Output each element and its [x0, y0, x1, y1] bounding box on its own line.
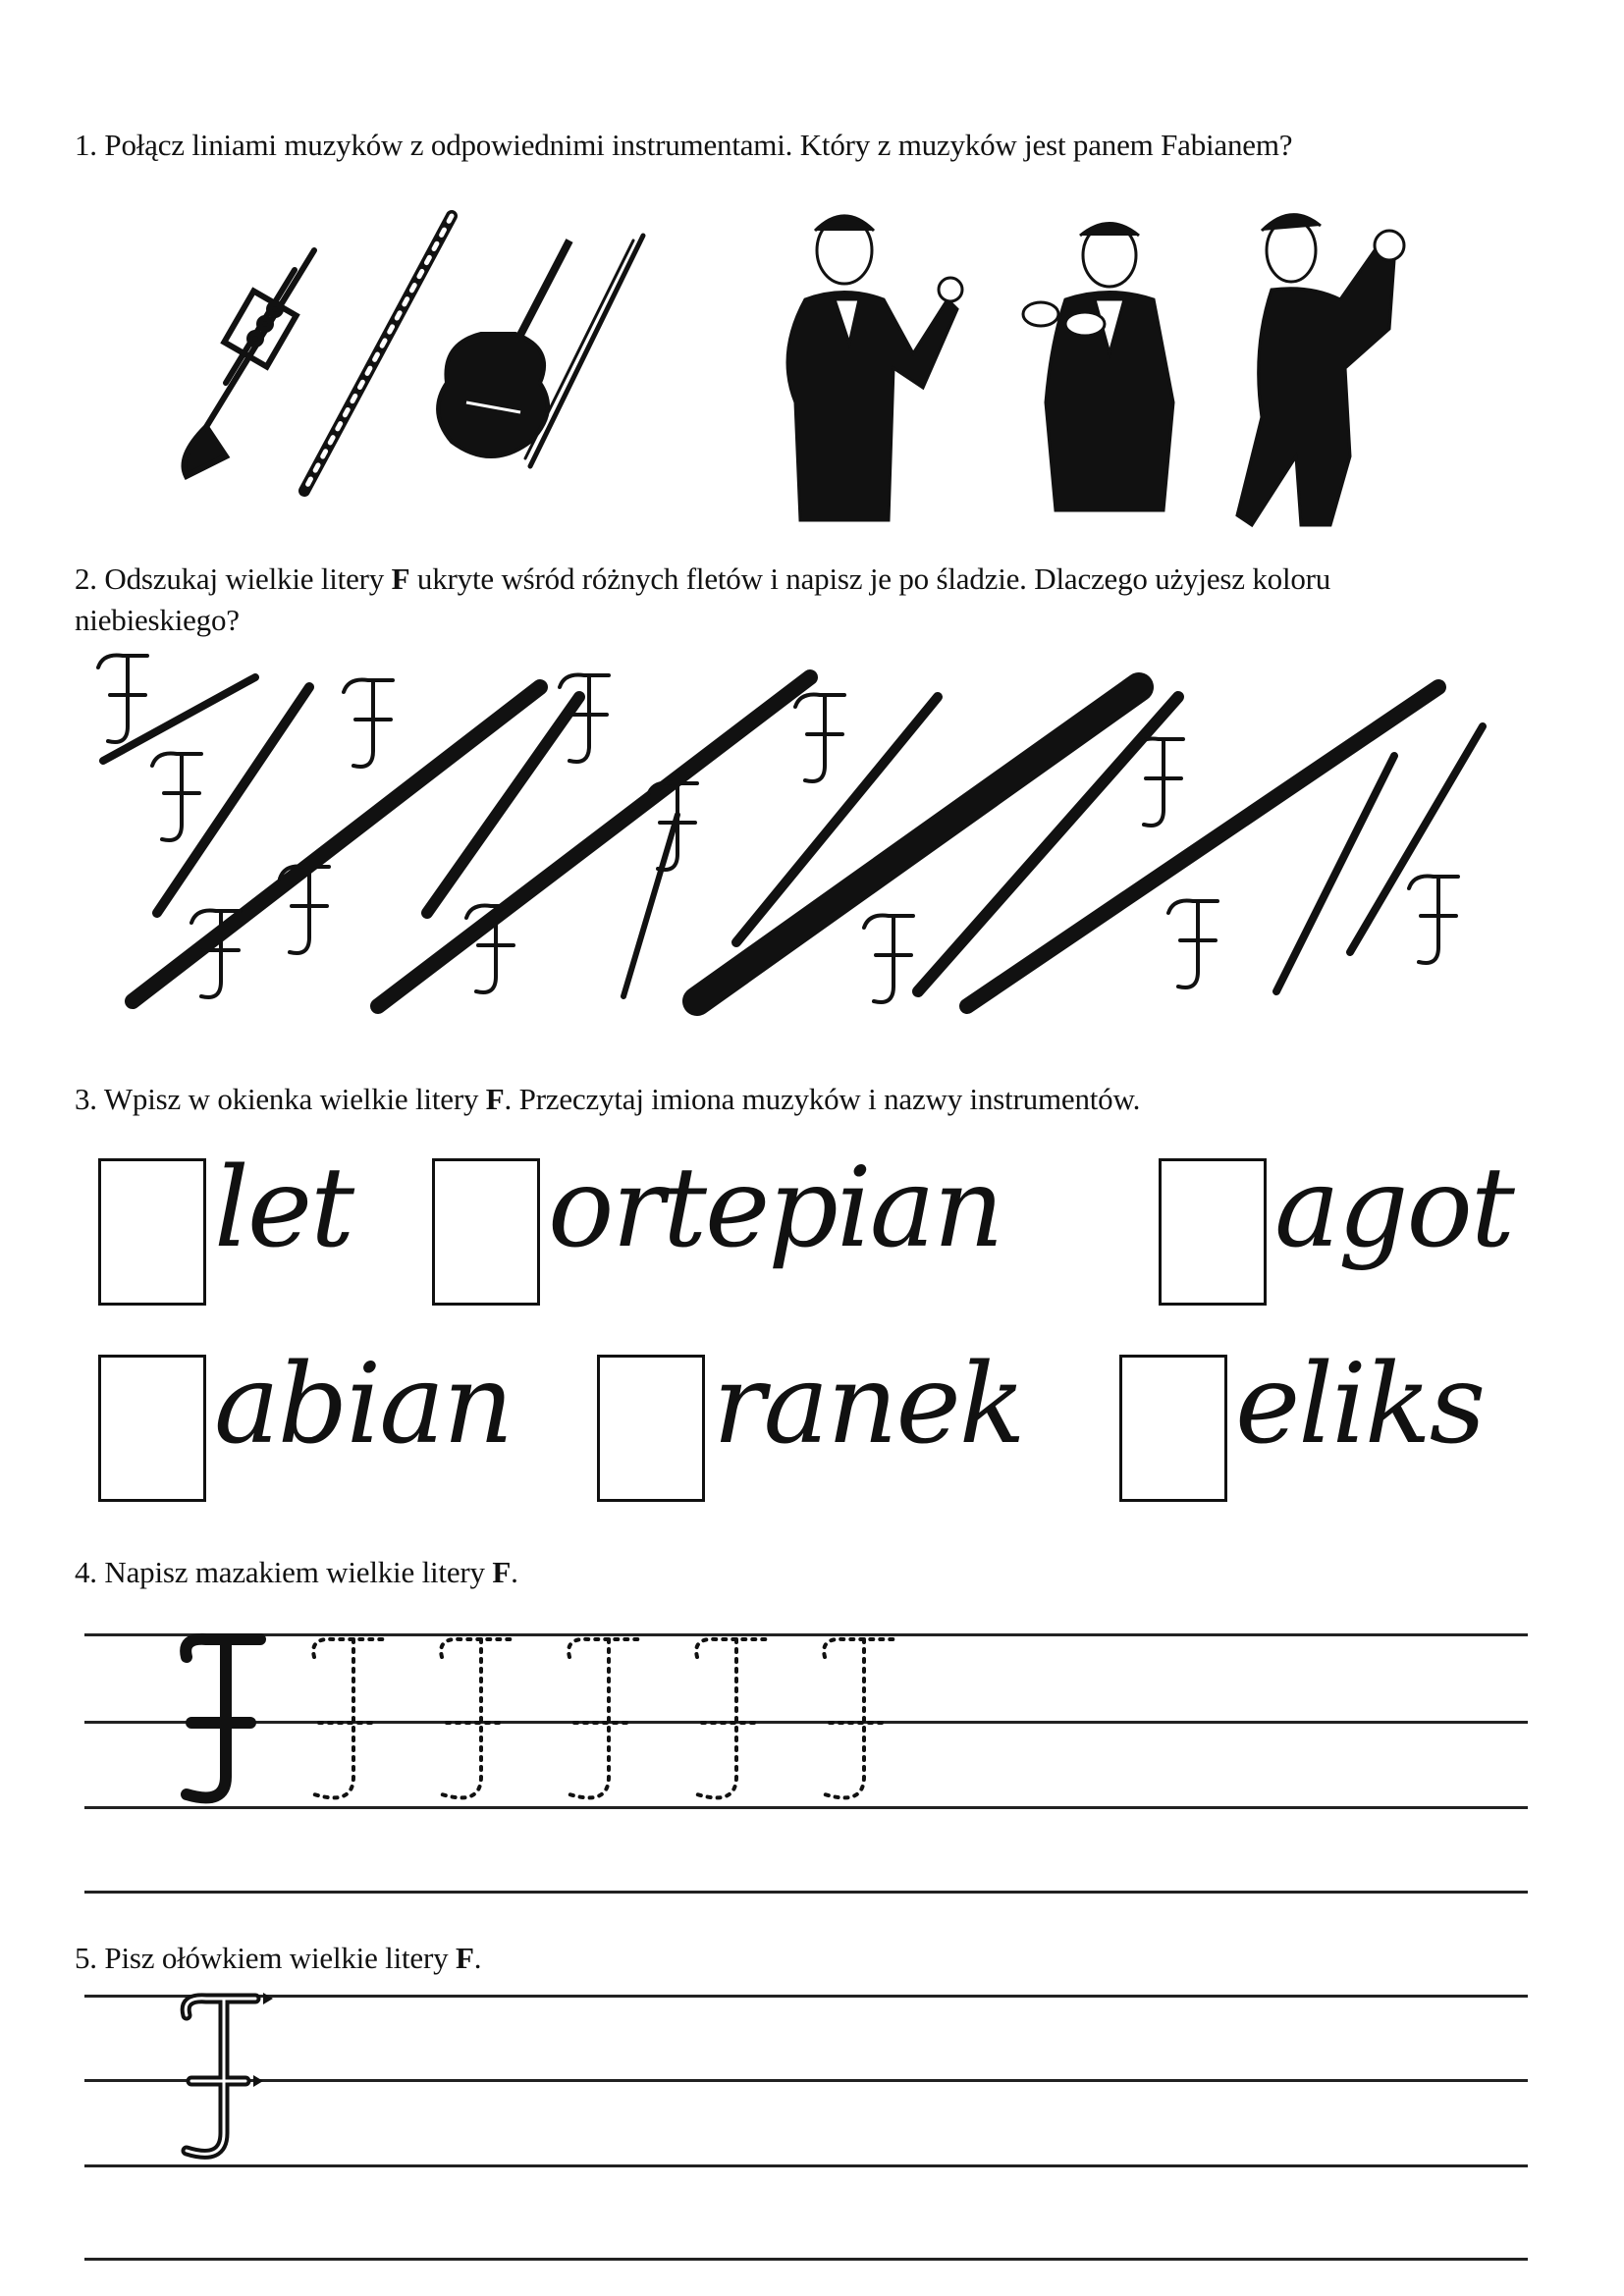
model-letter-f-pencil[interactable]: [167, 1991, 304, 2172]
letter-box-1[interactable]: [98, 1158, 206, 1306]
flutist-icon: [1016, 206, 1193, 520]
letter-box-3[interactable]: [1159, 1158, 1267, 1306]
task-3-instruction: 3. Wpisz w okienka wielkie litery F. Przeczytaj imiona muzyków i nazwy instrumentów.: [75, 1082, 1141, 1116]
task-1-instruction: 1. Połącz liniami muzyków z odpowiednimi instrumentami. Który z muzyków jest panem Fabianem?: [75, 128, 1293, 162]
letter-box-5[interactable]: [597, 1355, 705, 1502]
writing-line-4d: [84, 1891, 1528, 1894]
letter-box-4[interactable]: [98, 1355, 206, 1502]
writing-line-5d: [84, 2258, 1528, 2261]
word-suffix-let: let: [214, 1145, 353, 1272]
word-suffix-abian: abian: [214, 1341, 513, 1468]
letter-box-2[interactable]: [432, 1158, 540, 1306]
letter-box-6[interactable]: [1119, 1355, 1227, 1502]
word-suffix-eliks: eliks: [1235, 1341, 1485, 1468]
traced-letter-f-row[interactable]: [167, 1629, 952, 1816]
violinist-icon: [1232, 201, 1419, 525]
task-2-instruction-line2: niebieskiego?: [75, 603, 240, 637]
task-4-instruction: 4. Napisz mazakiem wielkie litery F.: [75, 1555, 518, 1589]
word-suffix-agot: agot: [1274, 1145, 1513, 1272]
task-2-instruction: 2. Odszukaj wielkie litery F ukryte wśród różnych fletów i napisz je po śladzie. Dlaczego użyjesz koloru: [75, 561, 1331, 596]
task-5-instruction: 5. Pisz ołówkiem wielkie litery F.: [75, 1941, 482, 1975]
flutes-with-hidden-letters: [98, 667, 1522, 1031]
bow-icon: [515, 231, 653, 476]
word-suffix-ortepian: ortepian: [548, 1145, 1002, 1272]
word-suffix-ranek: ranek: [713, 1341, 1024, 1468]
conductor-icon: [776, 206, 972, 520]
